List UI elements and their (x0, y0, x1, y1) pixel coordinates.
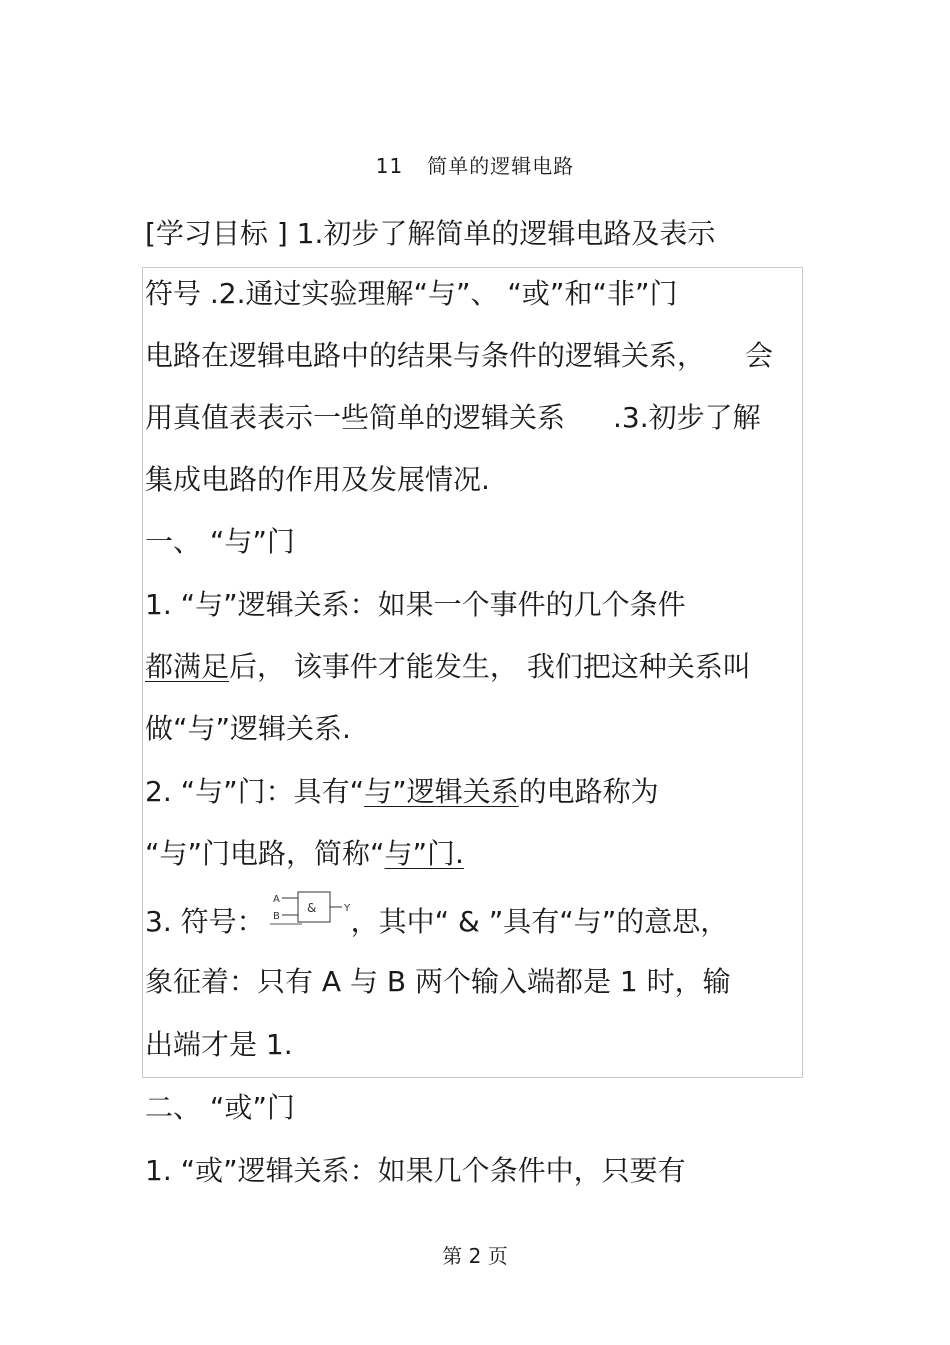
page-footer: 第 2 页 (442, 1244, 508, 1268)
gate-output: Y (344, 903, 351, 914)
gate-input-b: B (273, 911, 280, 922)
heading-and-gate: 一、 “与”门 (145, 525, 295, 558)
and-gate-line-1 (145, 772, 659, 812)
section-title: 简单的逻辑电路 (427, 154, 575, 178)
or-logic-line-1: 1. “或”逻辑关系：如果几个条件中，只要有 (145, 1154, 686, 1187)
objectives-line-3-text: 电路在逻辑电路中的结果与条件的逻辑关系， (145, 339, 706, 372)
and-gate-line-1-a: 2. “与”门：具有“ (145, 775, 365, 808)
objectives-line-4-end: .3.初步了解 (613, 401, 761, 434)
and-logic-line-2 (145, 647, 751, 687)
and-gate-line-2-b: 与”门. (384, 837, 464, 870)
symbol-explanation-line-1: 象征着：只有 A 与 B 两个输入端都是 1 时，输 (145, 965, 731, 998)
and-logic-line-1: 1. “与”逻辑关系：如果一个事件的几个条件 (145, 588, 686, 621)
gate-input-a: A (273, 894, 280, 905)
and-gate-line-2-a: “与”门电路，简称“ (145, 837, 385, 870)
symbol-line (145, 902, 728, 942)
objectives-line-3 (145, 336, 773, 376)
symbol-line-text: ，其中“ & ”具有“与”的意思， (350, 905, 729, 938)
and-gate-line-1-b: 与”逻辑关系 (364, 775, 519, 808)
gate-operator: & (307, 901, 317, 915)
and-gate-line-2 (145, 834, 464, 874)
section-number: 11 (375, 154, 404, 178)
objectives-line-3-end: 会 (745, 339, 774, 372)
and-gate-symbol (270, 888, 354, 930)
symbol-explanation-line-2: 出端才是 1. (145, 1028, 293, 1061)
and-gate-line-1-c: 的电路称为 (518, 775, 659, 808)
objectives-line-4 (145, 398, 761, 438)
and-logic-line-3: 做“与”逻辑关系. (145, 712, 351, 745)
objectives-line-2: 符号 .2.通过实验理解“与”、 “或”和“非”门 (145, 277, 678, 310)
underlined-phrase: 都满足 (145, 650, 230, 683)
objectives-line-5: 集成电路的作用及发展情况. (145, 463, 490, 496)
and-logic-line-2-text: 后， 该事件才能发生， 我们把这种关系叫 (229, 650, 751, 683)
page-title (0, 150, 950, 179)
objectives-line-4-text: 用真值表表示一些简单的逻辑关系 (145, 401, 566, 434)
symbol-line-label: 3. 符号： (145, 905, 265, 938)
heading-or-gate: 二、 “或”门 (145, 1091, 295, 1124)
objectives-line-1: [学习目标 ] 1.初步了解简单的逻辑电路及表示 (145, 217, 716, 250)
